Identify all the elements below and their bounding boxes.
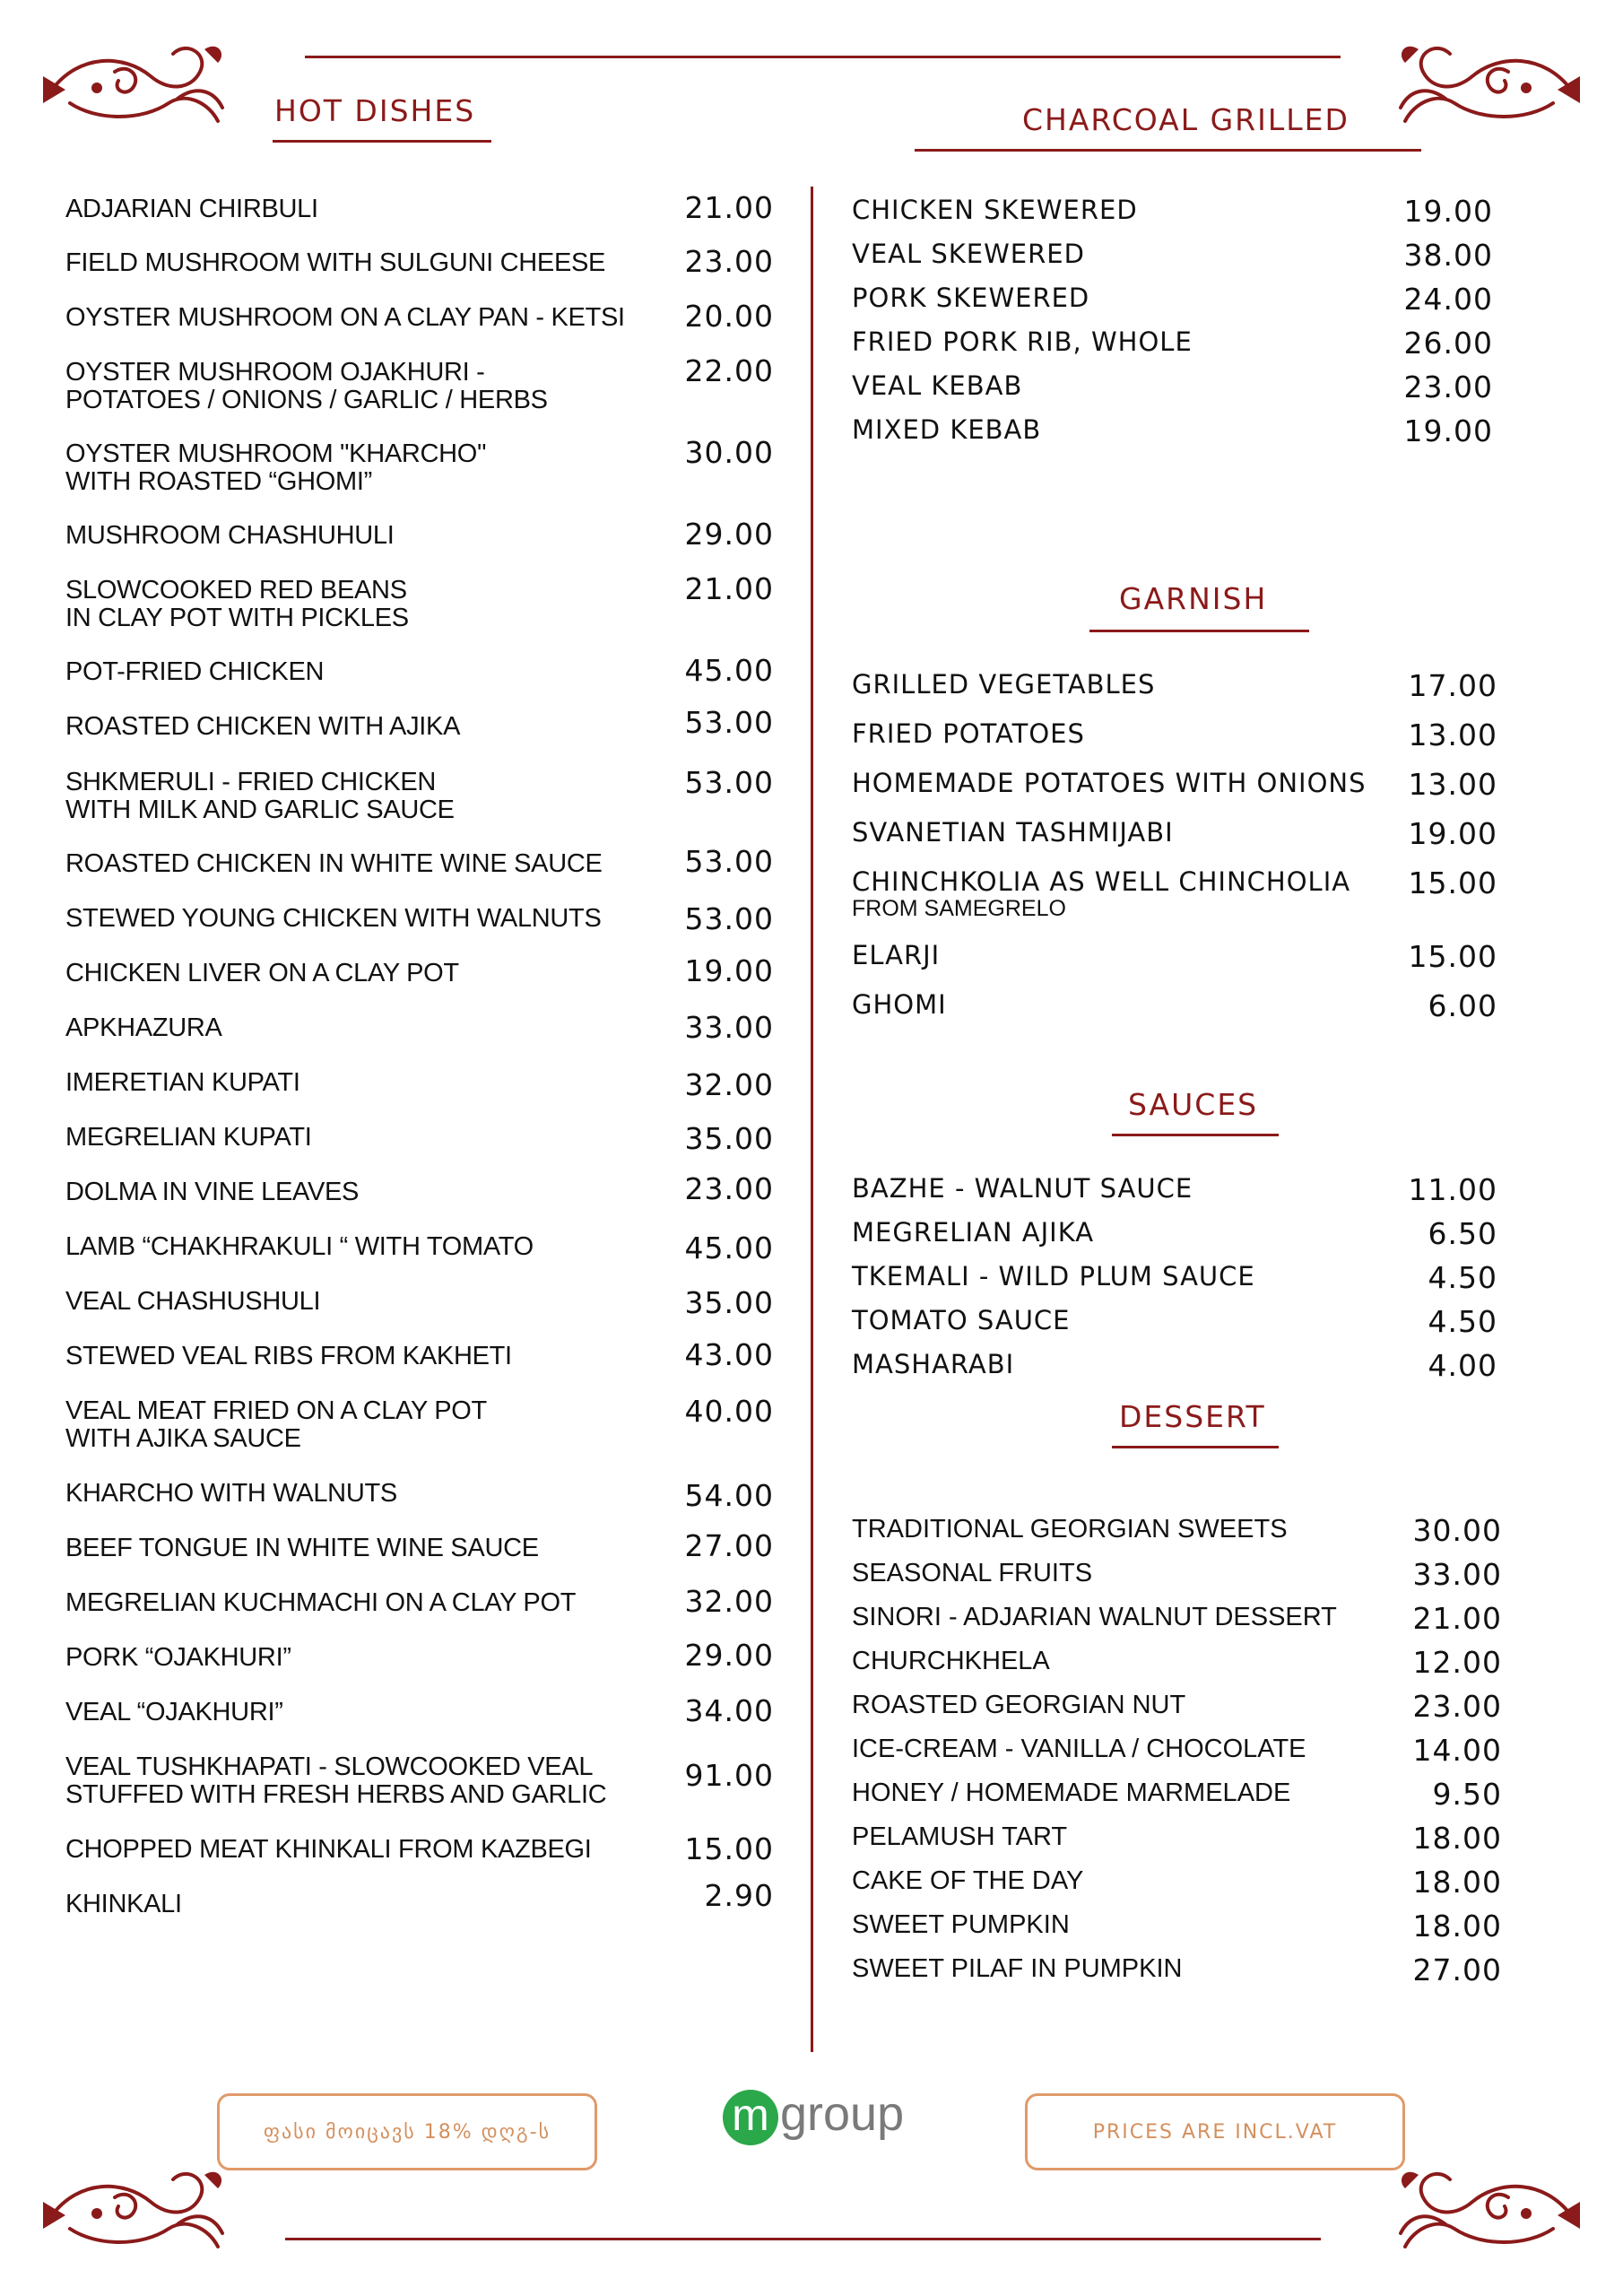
dish-price: 23.00 [684, 244, 774, 279]
dish-price: 21.00 [684, 571, 774, 606]
dish-name: VEAL “OJAKHURI” [65, 1698, 283, 1726]
dish-name: VEAL TUSHKHAPATI - SLOWCOOKED VEAL STUFFED WITH FRESH HERBS AND GARLIC [65, 1752, 607, 1809]
right-column [852, 0, 1551, 2063]
grill-price: 24.00 [1403, 282, 1493, 317]
ornament-bottom-right-icon [1392, 2161, 1580, 2260]
sauce-name: BAZHE - WALNUT SAUCE [852, 1173, 1193, 1204]
grill-price: 38.00 [1403, 238, 1493, 273]
column-divider [811, 187, 813, 2052]
sauce-name: MEGRELIAN AJIKA [852, 1217, 1095, 1248]
dish-price: 35.00 [684, 1285, 774, 1320]
dessert-name: PELAMUSH TART [852, 1822, 1068, 1851]
dessert-price: 23.00 [1412, 1689, 1502, 1724]
dish-price: 53.00 [684, 844, 774, 879]
sauces-heading: SAUCES [1128, 1087, 1259, 1122]
dessert-name: HONEY / HOMEMADE MARMELADE [852, 1779, 1291, 1807]
garnish-price: 17.00 [1408, 668, 1497, 703]
dish-price: 32.00 [684, 1584, 774, 1619]
garnish-price: 15.00 [1408, 939, 1497, 974]
hot-dishes-list [65, 0, 774, 1973]
dish-name: ADJARIAN CHIRBULI [65, 195, 318, 223]
dish-name: VEAL MEAT FRIED ON A CLAY POT WITH AJIKA SAUCE [65, 1396, 487, 1453]
dish-price: 45.00 [684, 653, 774, 688]
dish-price: 34.00 [684, 1693, 774, 1728]
dish-price: 33.00 [684, 1010, 774, 1045]
garnish-name: HOMEMADE POTATOES WITH ONIONS [852, 768, 1367, 798]
dish-name: LAMB “CHAKHRAKULI “ WITH TOMATO [65, 1232, 534, 1261]
dish-name: KHINKALI [65, 1890, 182, 1918]
dish-name: OYSTER MUSHROOM ON A CLAY PAN - KETSI [65, 303, 625, 332]
sauce-price: 6.50 [1428, 1216, 1497, 1251]
dessert-price: 12.00 [1412, 1645, 1502, 1680]
dessert-name: ICE-CREAM - VANILLA / CHOCOLATE [852, 1735, 1306, 1763]
dessert-name: SWEET PILAF IN PUMPKIN [852, 1954, 1183, 1983]
dessert-price: 18.00 [1412, 1865, 1502, 1900]
dish-name: SLOWCOOKED RED BEANS IN CLAY POT WITH PICKLES [65, 576, 409, 632]
dish-price: 91.00 [684, 1758, 774, 1793]
vat-note-georgian: ფასი მოიცავს 18% დღგ-ს [217, 2093, 597, 2170]
dish-price: 32.00 [684, 1067, 774, 1102]
grill-price: 19.00 [1403, 194, 1493, 229]
garnish-name: CHINCHKOLIA AS WELL CHINCHOLIA [852, 866, 1351, 897]
dessert-price: 18.00 [1412, 1909, 1502, 1944]
sauce-price: 11.00 [1408, 1172, 1497, 1207]
dish-name: IMERETIAN KUPATI [65, 1068, 300, 1097]
dish-price: 22.00 [684, 353, 774, 388]
dessert-name: SWEET PUMPKIN [852, 1910, 1070, 1939]
grill-name: CHICKEN SKEWERED [852, 195, 1138, 225]
dish-price: 35.00 [684, 1121, 774, 1156]
dessert-name: SEASONAL FRUITS [852, 1559, 1093, 1587]
dish-name: MUSHROOM CHASHUHULI [65, 521, 395, 550]
grill-price: 23.00 [1403, 370, 1493, 404]
dish-price: 43.00 [684, 1337, 774, 1372]
garnish-name: GHOMI [852, 989, 947, 1020]
grill-price: 26.00 [1403, 326, 1493, 361]
dish-price: 45.00 [684, 1231, 774, 1265]
grill-name: MIXED KEBAB [852, 414, 1042, 445]
sauce-price: 4.50 [1428, 1304, 1497, 1339]
dish-price: 53.00 [684, 901, 774, 936]
dish-price: 30.00 [684, 435, 774, 470]
dish-name: KHARCHO WITH WALNUTS [65, 1479, 397, 1508]
dish-name: STEWED VEAL RIBS FROM KAKHETI [65, 1342, 512, 1370]
dessert-price: 18.00 [1412, 1821, 1502, 1856]
ornament-bottom-left-icon [43, 2161, 231, 2260]
dish-name: ROASTED CHICKEN WITH AJIKA [65, 712, 461, 741]
dish-name: PORK “OJAKHURI” [65, 1643, 291, 1672]
logo-circle: m [723, 2090, 778, 2145]
grill-name: VEAL KEBAB [852, 370, 1023, 401]
sauce-name: TKEMALI - WILD PLUM SAUCE [852, 1261, 1255, 1292]
garnish-name: ELARJI [852, 940, 941, 970]
dish-name: OYSTER MUSHROOM "KHARCHO" WITH ROASTED “GHOMI” [65, 439, 487, 496]
dish-price: 21.00 [684, 190, 774, 225]
sauce-name: TOMATO SAUCE [852, 1305, 1071, 1335]
dish-name: MEGRELIAN KUPATI [65, 1123, 312, 1152]
garnish-name: GRILLED VEGETABLES [852, 669, 1156, 700]
dish-name: FIELD MUSHROOM WITH SULGUNI CHEESE [65, 248, 606, 277]
grill-name: PORK SKEWERED [852, 283, 1090, 313]
dish-name: MEGRELIAN KUCHMACHI ON A CLAY POT [65, 1588, 577, 1617]
dish-name: APKHAZURA [65, 1013, 222, 1042]
dessert-price: 21.00 [1412, 1601, 1502, 1636]
dish-price: 29.00 [684, 517, 774, 552]
dessert-heading: DESSERT [1119, 1399, 1266, 1434]
dish-price: 40.00 [684, 1394, 774, 1429]
sauce-name: MASHARABI [852, 1349, 1015, 1379]
hot-dishes-heading: HOT DISHES [274, 93, 476, 128]
garnish-price: 15.00 [1408, 865, 1497, 900]
dish-name: OYSTER MUSHROOM OJAKHURI - POTATOES / ONIONS / GARLIC / HERBS [65, 358, 548, 414]
dessert-name: SINORI - ADJARIAN WALNUT DESSERT [852, 1603, 1337, 1631]
dessert-name: ROASTED GEORGIAN NUT [852, 1691, 1186, 1719]
garnish-price: 13.00 [1408, 767, 1497, 802]
garnish-heading: GARNISH [1119, 581, 1268, 616]
dish-price: 15.00 [684, 1831, 774, 1866]
dish-name: BEEF TONGUE IN WHITE WINE SAUCE [65, 1534, 539, 1562]
dish-name: ROASTED CHICKEN IN WHITE WINE SAUCE [65, 849, 603, 878]
grill-name: FRIED PORK RIB, WHOLE [852, 326, 1193, 357]
dish-price: 54.00 [684, 1478, 774, 1513]
charcoal-grilled-heading: CHARCOAL GRILLED [1022, 102, 1350, 137]
dish-name: CHOPPED MEAT KHINKALI FROM KAZBEGI [65, 1835, 592, 1864]
dish-name: POT-FRIED CHICKEN [65, 657, 325, 686]
logo-wordmark: group [780, 2087, 905, 2141]
dessert-price: 30.00 [1412, 1513, 1502, 1548]
dish-price: 27.00 [684, 1528, 774, 1563]
dessert-price: 14.00 [1412, 1733, 1502, 1768]
dessert-name: CAKE OF THE DAY [852, 1866, 1084, 1895]
vat-note-english: PRICES ARE INCL.VAT [1025, 2093, 1405, 2170]
garnish-subtext: FROM SAMEGRELO [852, 896, 1066, 921]
dessert-price: 9.50 [1432, 1777, 1502, 1812]
dish-name: CHICKEN LIVER ON A CLAY POT [65, 959, 459, 987]
dish-price: 53.00 [684, 705, 774, 740]
dessert-name: CHURCHKHELA [852, 1647, 1050, 1675]
garnish-name: FRIED POTATOES [852, 718, 1085, 749]
dish-name: DOLMA IN VINE LEAVES [65, 1178, 360, 1206]
sauce-price: 4.00 [1428, 1348, 1497, 1383]
dessert-name: TRADITIONAL GEORGIAN SWEETS [852, 1515, 1288, 1544]
dessert-price: 27.00 [1412, 1952, 1502, 1987]
dish-price: 53.00 [684, 765, 774, 800]
dish-price: 2.90 [704, 1878, 774, 1913]
dish-price: 19.00 [684, 953, 774, 988]
garnish-price: 19.00 [1408, 816, 1497, 851]
bottom-rule [285, 2238, 1321, 2240]
dish-price: 20.00 [684, 299, 774, 334]
dish-name: SHKMERULI - FRIED CHICKEN WITH MILK AND GARLIC SAUCE [65, 768, 455, 824]
dish-price: 29.00 [684, 1638, 774, 1673]
dessert-price: 33.00 [1412, 1557, 1502, 1592]
dish-name: VEAL CHASHUSHULI [65, 1287, 321, 1316]
mgroup-logo [723, 2087, 905, 2145]
garnish-price: 13.00 [1408, 718, 1497, 752]
dish-price: 23.00 [684, 1171, 774, 1206]
grill-price: 19.00 [1403, 413, 1493, 448]
sauce-price: 4.50 [1428, 1260, 1497, 1295]
garnish-price: 6.00 [1428, 988, 1497, 1023]
grill-name: VEAL SKEWERED [852, 239, 1085, 269]
dish-name: STEWED YOUNG CHICKEN WITH WALNUTS [65, 904, 602, 933]
garnish-name: SVANETIAN TASHMIJABI [852, 817, 1174, 848]
